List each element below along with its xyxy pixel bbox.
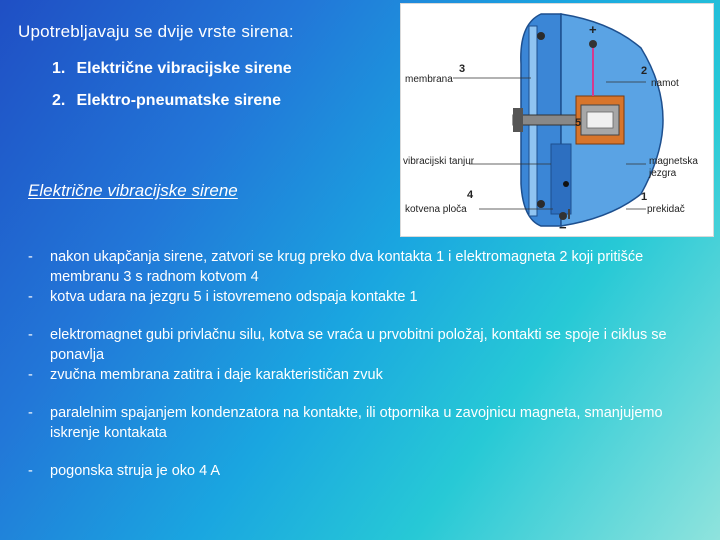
bullet-group xyxy=(28,403,698,443)
label-membrana: membrana xyxy=(405,74,453,85)
bullet-text: paralelnim spajanjem kondenzatora na kontakte, ili otpornika u zavojnicu magneta, smanjujemo iskrenje kontakata xyxy=(50,405,663,441)
bullet-dash: - xyxy=(28,249,33,265)
siren-type-item xyxy=(52,60,292,78)
siren-type-label: Elektro-pneumatske sirene xyxy=(76,92,281,109)
bullet-text: kotva udara na jezgru 5 i istovremeno odspaja kontakte 1 xyxy=(50,289,418,305)
part-number-4: 4 xyxy=(467,189,474,201)
siren-type-label: Električne vibracijske sirene xyxy=(76,60,292,77)
bullet-group xyxy=(28,325,698,385)
bullet-item xyxy=(28,247,698,287)
part-number-3: 3 xyxy=(459,63,466,75)
list-number: 2. xyxy=(52,92,66,109)
shaft-nut xyxy=(513,108,523,132)
bullet-item xyxy=(28,365,698,385)
bullet-item xyxy=(28,461,698,481)
bullet-group xyxy=(28,247,698,307)
terminal-top xyxy=(589,40,597,48)
bullet-item xyxy=(28,403,698,443)
label-jezgra-2: jezgra xyxy=(649,168,677,179)
list-number: 1. xyxy=(52,60,66,77)
label-prekidac: prekidač xyxy=(647,204,685,215)
bullet-dash: - xyxy=(28,367,33,383)
siren-diagram-svg xyxy=(401,4,713,236)
label-namot: namot xyxy=(651,78,679,89)
minus-sign: − xyxy=(559,220,567,235)
armature-plate xyxy=(551,144,571,214)
terminal-bottom xyxy=(559,212,567,220)
bullet-text: pogonska struja je oko 4 A xyxy=(50,463,221,479)
part-number-2: 2 xyxy=(641,65,648,77)
bullet-text: zvučna membrana zatitra i daje karakterističan zvuk xyxy=(50,367,383,383)
core-inner xyxy=(587,112,613,128)
part-number-1: 1 xyxy=(641,191,648,203)
bullet-item xyxy=(28,325,698,365)
label-tanjur: vibracijski tanjur xyxy=(403,156,475,167)
contact-point xyxy=(563,181,569,187)
plus-sign: + xyxy=(589,22,597,37)
bullet-text: elektromagnet gubi privlačnu silu, kotva se vraća u prvobitni položaj, kontakti se spoje i ciklus se ponavlja xyxy=(50,327,667,363)
label-jezgra-1: magnetska xyxy=(649,156,698,167)
bullet-item xyxy=(28,287,698,307)
bullet-list xyxy=(28,247,698,499)
bullet-dash: - xyxy=(28,327,33,343)
part-number-5: 5 xyxy=(575,117,582,129)
bullet-text: nakon ukapčanja sirene, zatvori se krug preko dva kontakta 1 i elektromagneta 2 koji pritišće membranu 3 s radnom kotvom 4 xyxy=(50,249,644,285)
screw-top xyxy=(537,32,545,40)
siren-type-item xyxy=(52,92,292,110)
siren-diagram xyxy=(400,3,714,237)
siren-types-list xyxy=(52,60,292,124)
section-subheading: Električne vibracijske sirene xyxy=(28,181,238,200)
intro-text: Upotrebljavaju se dvije vrste sirena: xyxy=(18,22,294,41)
bullet-dash: - xyxy=(28,463,33,479)
bullet-group xyxy=(28,461,698,481)
bullet-dash: - xyxy=(28,405,33,421)
screw-bottom xyxy=(537,200,545,208)
label-ploca: kotvena ploča xyxy=(405,204,467,215)
bullet-dash: - xyxy=(28,289,33,305)
